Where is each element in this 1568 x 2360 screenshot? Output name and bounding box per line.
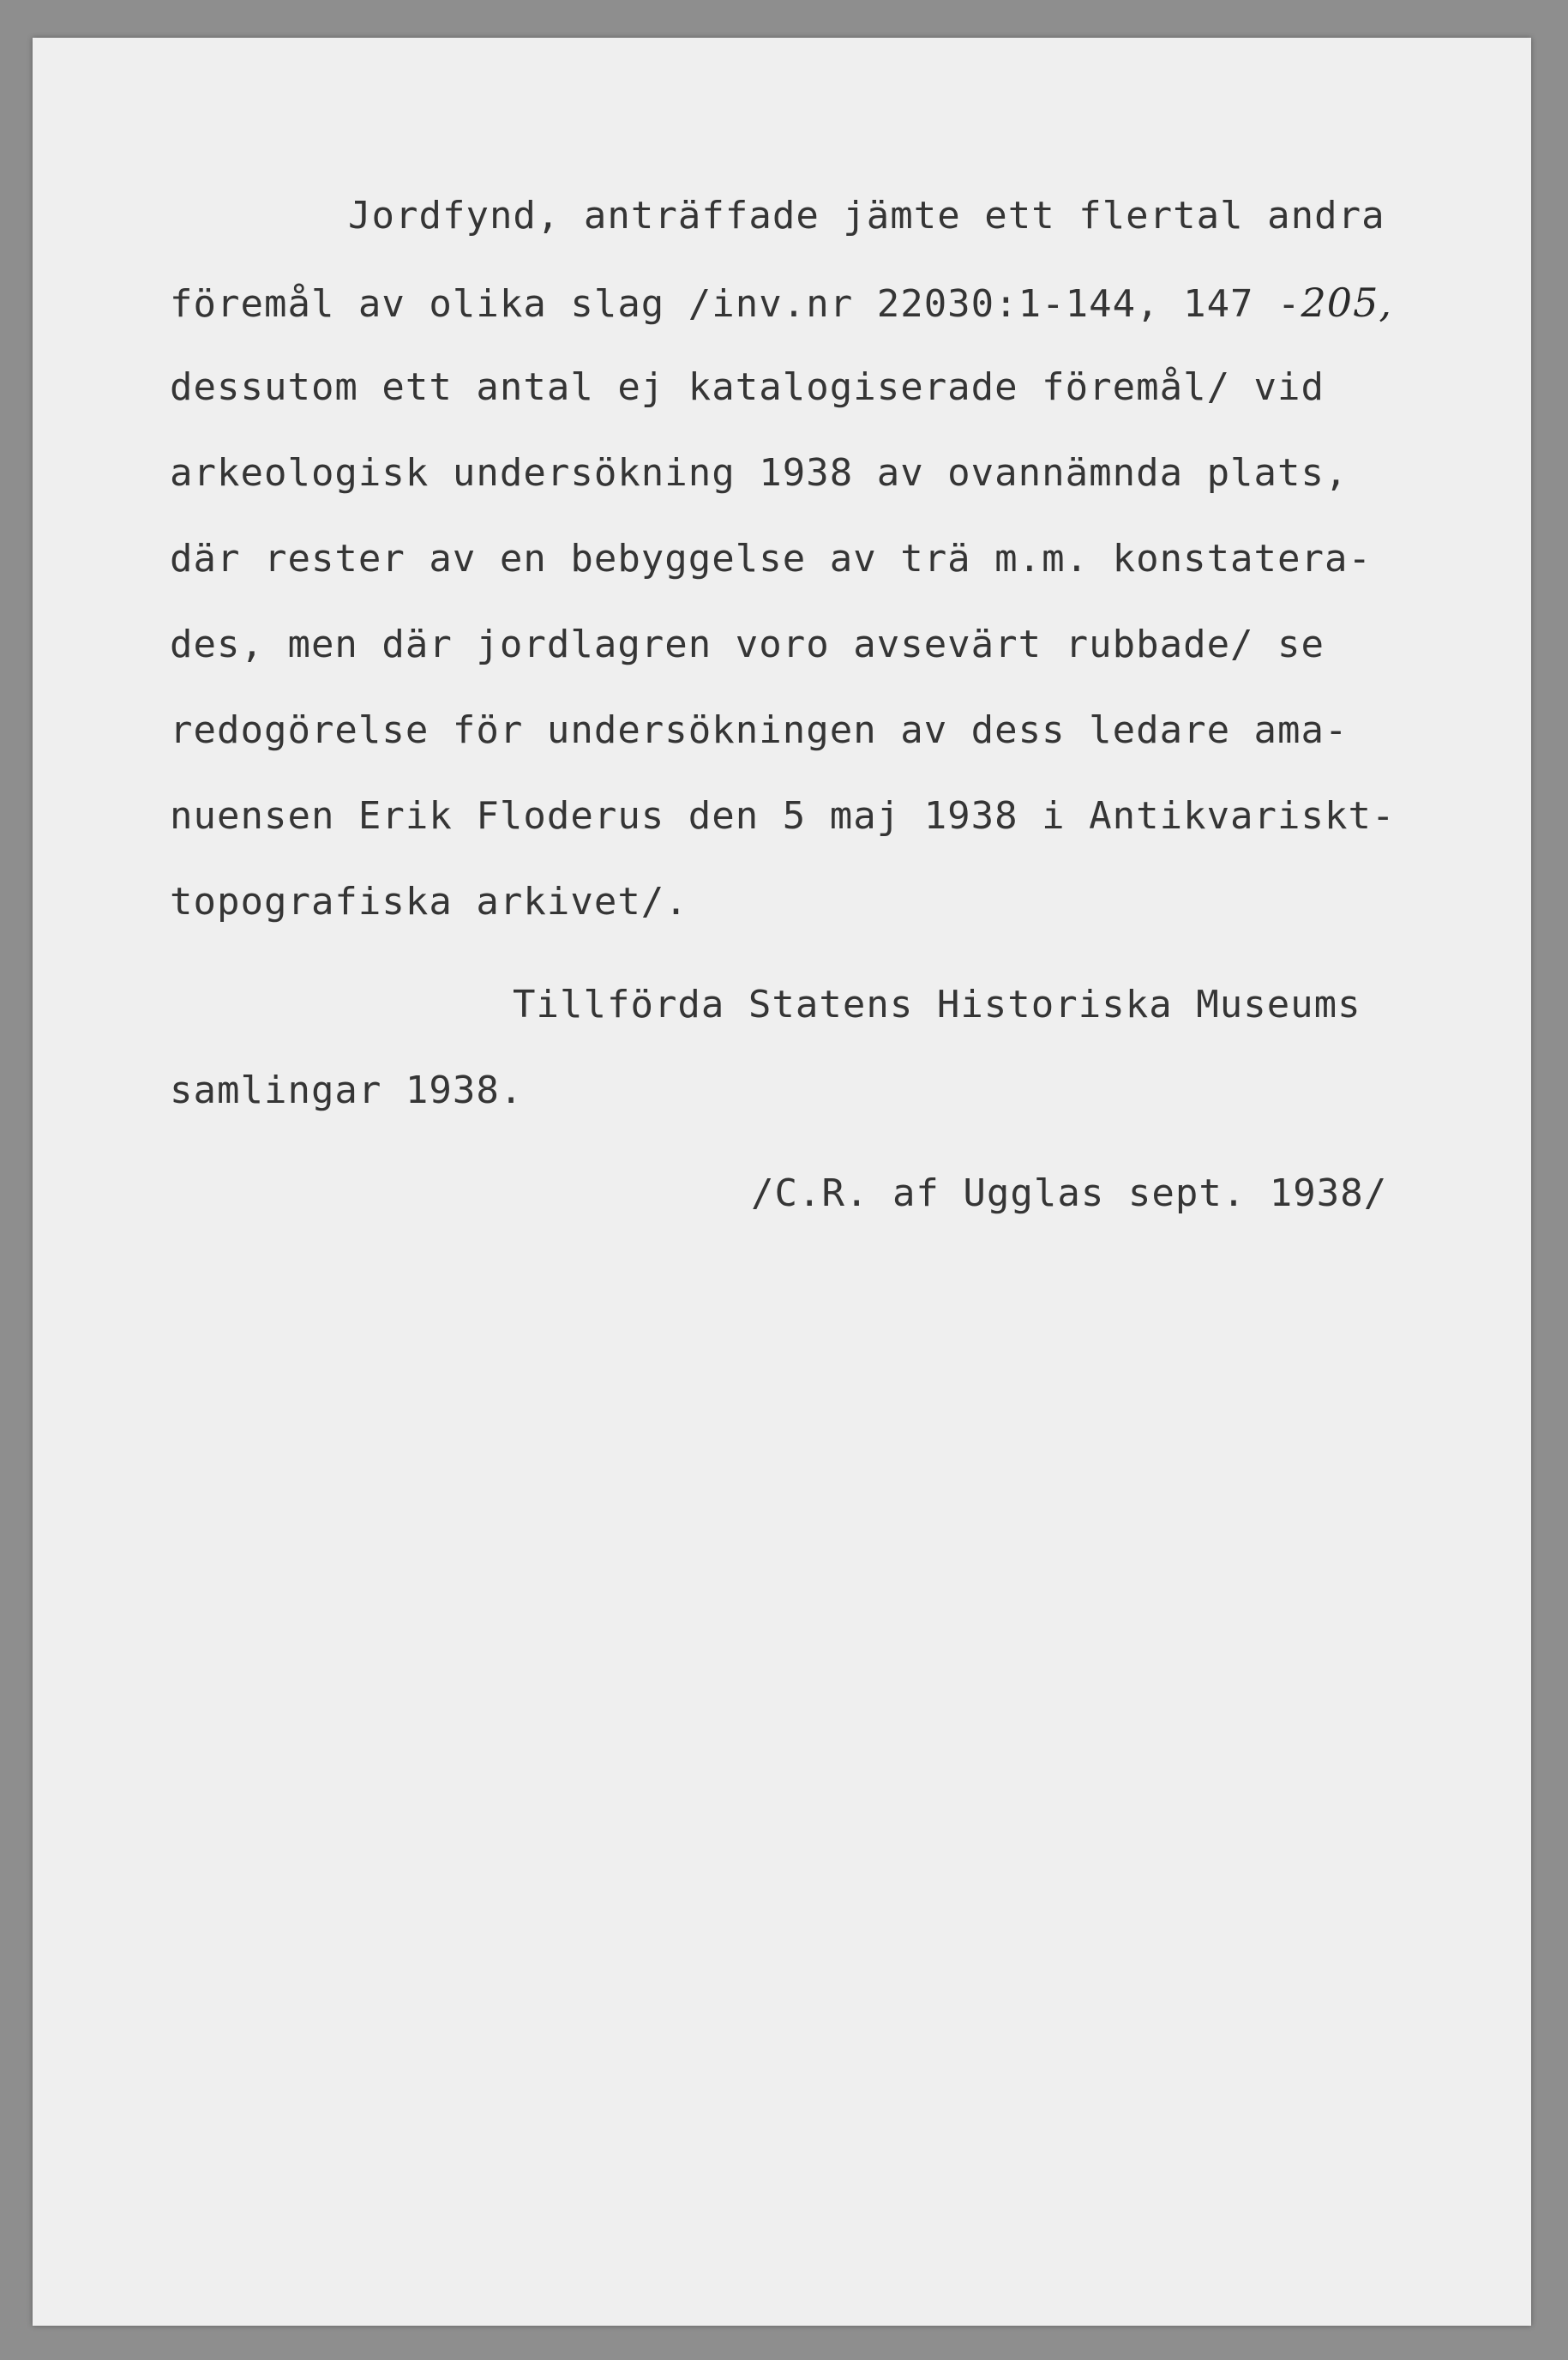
paragraph-line-9: topografiska arkivet/. xyxy=(170,880,688,924)
archive-card xyxy=(33,38,1531,2326)
paragraph-line-6: des, men där jordlagren voro avsevärt rubbade/ se xyxy=(170,623,1325,666)
paragraph-line-8: nuensen Erik Floderus den 5 maj 1938 i Antikvariskt- xyxy=(170,794,1396,838)
handwritten-addition: 205, xyxy=(1301,280,1392,326)
closing-line-2: samlingar 1938. xyxy=(170,1069,524,1112)
paragraph-line-2-text: föremål av olika slag /inv.nr 22030:1-144, 147 - xyxy=(170,282,1301,326)
typed-text-block xyxy=(33,38,1531,2326)
signature: /C.R. af Ugglas sept. 1938/ xyxy=(751,1171,1388,1215)
paragraph-line-1: Jordfynd, anträffade jämte ett flertal andra xyxy=(348,194,1385,238)
paragraph-line-3: dessutom ett antal ej katalogiserade föremål/ vid xyxy=(170,365,1325,409)
paragraph-line-7: redogörelse för undersökningen av dess ledare ama- xyxy=(170,708,1349,752)
paragraph-line-5: där rester av en bebyggelse av trä m.m. konstatera- xyxy=(170,537,1373,581)
paragraph-line-4: arkeologisk undersökning 1938 av ovannämnda plats, xyxy=(170,451,1349,495)
paragraph-line-2 xyxy=(170,280,1392,326)
closing-line-1: Tillförda Statens Historiska Museums xyxy=(513,983,1361,1026)
